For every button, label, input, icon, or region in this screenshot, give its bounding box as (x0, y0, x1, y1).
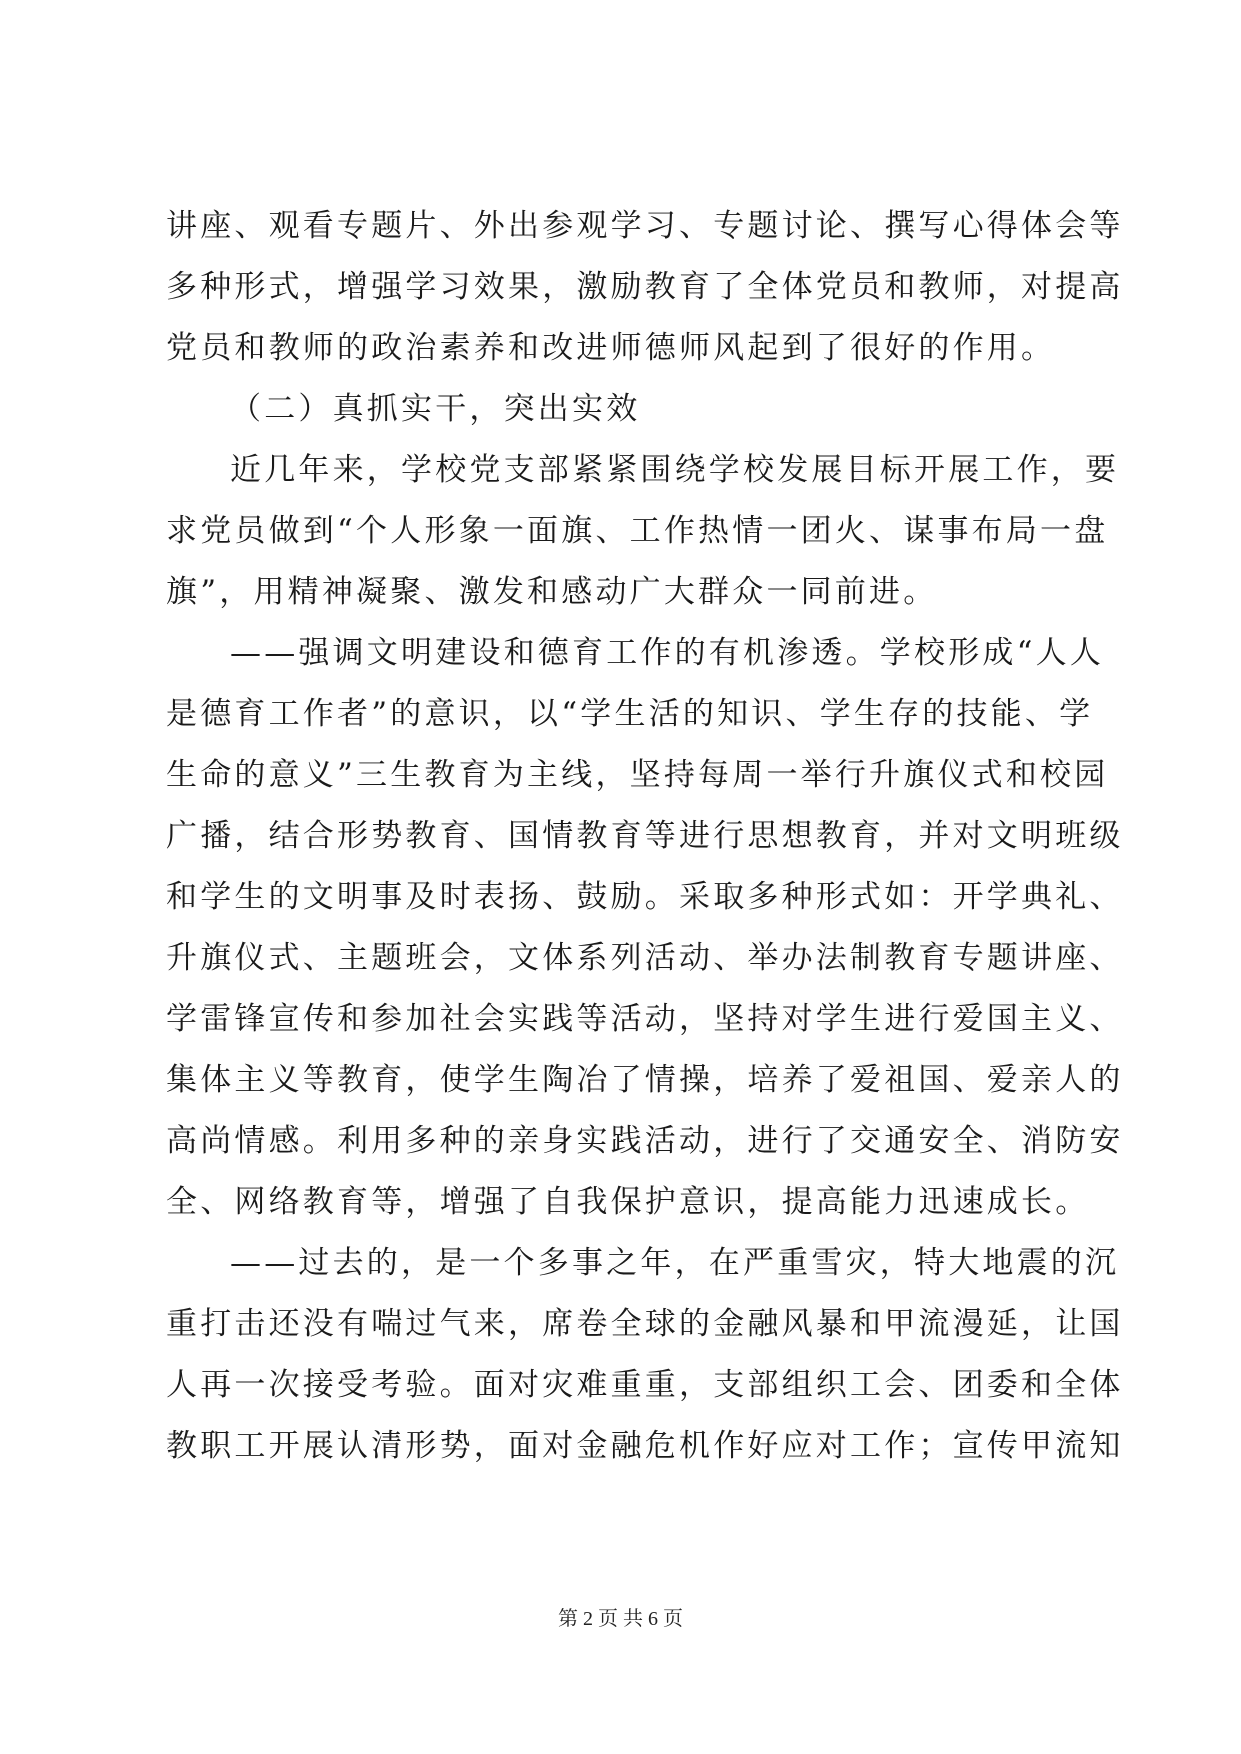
body-text-line: 高尚情感。利用多种的亲身实践活动，进行了交通安全、消防安 (166, 1123, 1124, 1159)
body-text-line: 是德育工作者”的意识，以“学生活的知识、学生存的技能、学 (166, 696, 1094, 732)
body-text-line: ——强调文明建设和德育工作的有机渗透。学校形成“人人 (230, 635, 1105, 671)
body-text-line: ——过去的，是一个多事之年，在严重雪灾，特大地震的沉 (230, 1245, 1120, 1281)
body-text-line: 广播，结合形势教育、国情教育等进行思想教育，并对文明班级 (166, 818, 1124, 854)
body-text-line: 旗”，用精神凝聚、激发和感动广大群众一同前进。 (166, 574, 938, 610)
body-text-line: 多种形式，增强学习效果，激励教育了全体党员和教师，对提高 (166, 269, 1124, 305)
body-text-line: 升旗仪式、主题班会，文体系列活动、举办法制教育专题讲座、 (166, 940, 1124, 976)
page-footer: 第 2 页 共 6 页 (558, 1608, 683, 1630)
body-text-line: 近几年来，学校党支部紧紧围绕学校发展目标开展工作，要 (230, 452, 1120, 488)
body-text-line: 人再一次接受考验。面对灾难重重，支部组织工会、团委和全体 (166, 1367, 1124, 1403)
body-text-line: 党员和教师的政治素养和改进师德师风起到了很好的作用。 (166, 330, 1056, 366)
body-text-line: 学雷锋宣传和参加社会实践等活动，坚持对学生进行爱国主义、 (166, 1001, 1124, 1037)
body-text-line: 求党员做到“个人形象一面旗、工作热情一团火、谋事布局一盘 (166, 513, 1109, 549)
body-text-line: 全、网络教育等，增强了自我保护意识，提高能力迅速成长。 (166, 1184, 1090, 1220)
body-text-line: 和学生的文明事及时表扬、鼓励。采取多种形式如：开学典礼、 (166, 879, 1124, 915)
body-text-line: 生命的意义”三生教育为主线，坚持每周一举行升旗仪式和校园 (166, 757, 1109, 793)
body-text-line: 集体主义等教育，使学生陶冶了情操，培养了爱祖国、爱亲人的 (166, 1062, 1124, 1098)
body-text-line: 教职工开展认清形势，面对金融危机作好应对工作；宣传甲流知 (166, 1428, 1124, 1464)
body-text-line: 重打击还没有喘过气来，席卷全球的金融风暴和甲流漫延，让国 (166, 1306, 1124, 1342)
section-heading: （二）真抓实干，突出实效 (230, 391, 641, 427)
body-text-line: 讲座、观看专题片、外出参观学习、专题讨论、撰写心得体会等 (166, 208, 1124, 244)
